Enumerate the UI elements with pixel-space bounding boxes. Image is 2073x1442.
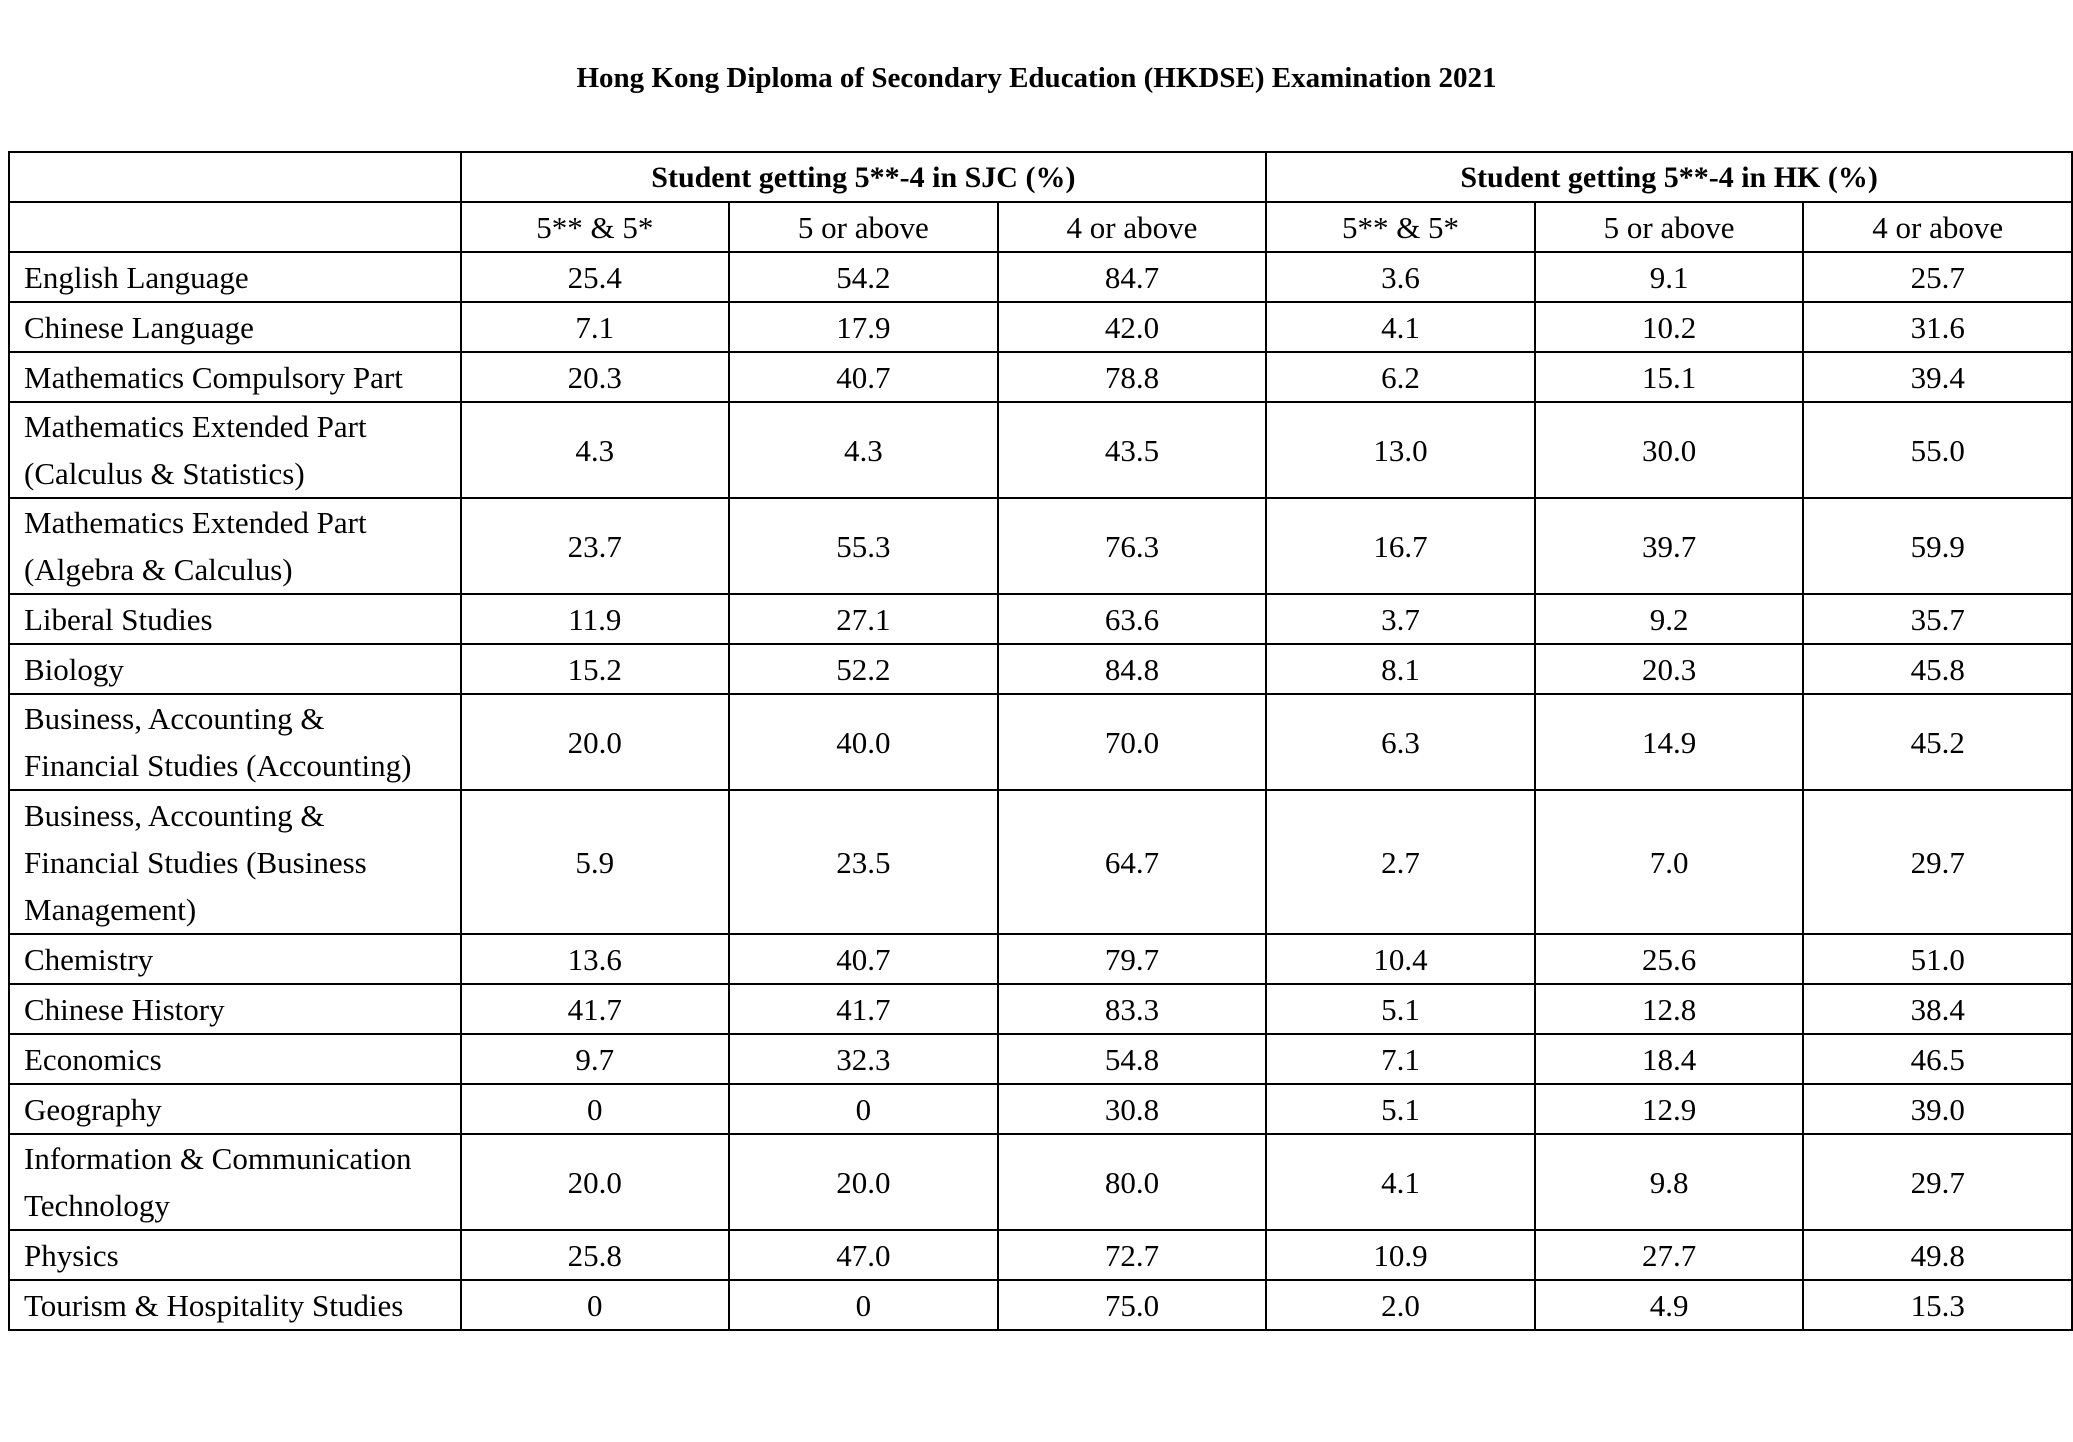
value-cell: 7.1 — [1266, 1034, 1535, 1084]
value-cell: 47.0 — [729, 1230, 998, 1280]
subject-cell — [9, 984, 461, 1034]
value-cell: 0 — [461, 1280, 730, 1330]
value-cell: 23.5 — [729, 790, 998, 934]
subject-cell — [9, 1280, 461, 1330]
subject-cell — [9, 1034, 461, 1084]
value-cell: 4.9 — [1535, 1280, 1804, 1330]
subject-line: Biology — [24, 651, 124, 687]
value-cell: 5.1 — [1266, 984, 1535, 1034]
value-cell: 9.7 — [461, 1034, 730, 1084]
value-cell: 55.0 — [1803, 402, 2072, 498]
value-cell: 83.3 — [998, 984, 1267, 1034]
value-cell: 13.0 — [1266, 402, 1535, 498]
value-cell: 9.1 — [1535, 252, 1804, 302]
value-cell: 40.0 — [729, 694, 998, 790]
table-row — [9, 694, 2072, 790]
value-cell: 6.3 — [1266, 694, 1535, 790]
value-cell: 2.7 — [1266, 790, 1535, 934]
subject-cell — [9, 252, 461, 302]
table-row — [9, 1230, 2072, 1280]
results-table — [8, 151, 2073, 1331]
subject-line: Financial Studies (Business — [24, 844, 367, 880]
value-cell: 25.7 — [1803, 252, 2072, 302]
subject-cell — [9, 1230, 461, 1280]
value-cell: 7.0 — [1535, 790, 1804, 934]
column-header: 5** & 5* — [461, 202, 730, 252]
value-cell: 14.9 — [1535, 694, 1804, 790]
table-row — [9, 352, 2072, 402]
subject-line: (Calculus & Statistics) — [24, 456, 305, 491]
subject-line: Mathematics Extended Part — [24, 505, 367, 540]
value-cell: 39.0 — [1803, 1084, 2072, 1134]
subject-cell — [9, 790, 461, 934]
value-cell: 11.9 — [461, 594, 730, 644]
subject-line: Mathematics Extended Part — [24, 409, 367, 444]
value-cell: 84.7 — [998, 252, 1267, 302]
subject-line: Chinese History — [24, 991, 225, 1027]
value-cell: 76.3 — [998, 498, 1267, 594]
value-cell: 46.5 — [1803, 1034, 2072, 1084]
value-cell: 59.9 — [1803, 498, 2072, 594]
value-cell: 12.8 — [1535, 984, 1804, 1034]
subject-line: English Language — [24, 259, 249, 295]
page-title: Hong Kong Diploma of Secondary Education (HKDSE) Examination 2021 — [576, 62, 1497, 94]
value-cell: 20.0 — [461, 694, 730, 790]
value-cell: 38.4 — [1803, 984, 2072, 1034]
subject-cell — [9, 302, 461, 352]
value-cell: 42.0 — [998, 302, 1267, 352]
value-cell: 15.2 — [461, 644, 730, 694]
subject-line: Physics — [24, 1237, 119, 1273]
value-cell: 80.0 — [998, 1134, 1267, 1230]
value-cell: 31.6 — [1803, 302, 2072, 352]
corner-cell — [9, 202, 461, 252]
value-cell: 12.9 — [1535, 1084, 1804, 1134]
value-cell: 4.3 — [461, 402, 730, 498]
value-cell: 45.8 — [1803, 644, 2072, 694]
value-cell: 3.6 — [1266, 252, 1535, 302]
table-row — [9, 644, 2072, 694]
value-cell: 25.6 — [1535, 934, 1804, 984]
table-row — [9, 1280, 2072, 1330]
subject-line: Business, Accounting & — [24, 701, 325, 736]
subject-cell — [9, 498, 461, 594]
value-cell: 29.7 — [1803, 790, 2072, 934]
column-header-row — [9, 202, 2072, 252]
group-header-sjc: Student getting 5**-4 in SJC (%) — [461, 152, 1267, 202]
subject-line: Chinese Language — [24, 309, 254, 345]
value-cell: 39.4 — [1803, 352, 2072, 402]
value-cell: 25.4 — [461, 252, 730, 302]
subject-line: Economics — [24, 1041, 162, 1077]
value-cell: 4.3 — [729, 402, 998, 498]
value-cell: 54.2 — [729, 252, 998, 302]
subject-line: Business, Accounting & — [24, 797, 325, 833]
value-cell: 39.7 — [1535, 498, 1804, 594]
table-row — [9, 1134, 2072, 1230]
value-cell: 41.7 — [729, 984, 998, 1034]
table-row — [9, 1034, 2072, 1084]
value-cell: 16.7 — [1266, 498, 1535, 594]
value-cell: 64.7 — [998, 790, 1267, 934]
subject-line: Management) — [24, 891, 197, 927]
table-row — [9, 594, 2072, 644]
value-cell: 75.0 — [998, 1280, 1267, 1330]
value-cell: 0 — [461, 1084, 730, 1134]
value-cell: 6.2 — [1266, 352, 1535, 402]
table-row — [9, 790, 2072, 934]
column-header: 4 or above — [998, 202, 1267, 252]
table-row — [9, 402, 2072, 498]
value-cell: 20.0 — [729, 1134, 998, 1230]
value-cell: 70.0 — [998, 694, 1267, 790]
value-cell: 51.0 — [1803, 934, 2072, 984]
value-cell: 43.5 — [998, 402, 1267, 498]
column-header: 5** & 5* — [1266, 202, 1535, 252]
value-cell: 72.7 — [998, 1230, 1267, 1280]
subject-line: Technology — [24, 1188, 170, 1223]
column-header: 4 or above — [1803, 202, 2072, 252]
value-cell: 9.8 — [1535, 1134, 1804, 1230]
table-row — [9, 252, 2072, 302]
value-cell: 54.8 — [998, 1034, 1267, 1084]
value-cell: 23.7 — [461, 498, 730, 594]
value-cell: 7.1 — [461, 302, 730, 352]
column-header: 5 or above — [729, 202, 998, 252]
group-header-row — [9, 152, 2072, 202]
value-cell: 27.1 — [729, 594, 998, 644]
subject-line: Tourism & Hospitality Studies — [24, 1287, 404, 1323]
value-cell: 9.2 — [1535, 594, 1804, 644]
value-cell: 63.6 — [998, 594, 1267, 644]
column-header: 5 or above — [1535, 202, 1804, 252]
value-cell: 40.7 — [729, 352, 998, 402]
table-body — [9, 252, 2072, 1330]
table-row — [9, 934, 2072, 984]
value-cell: 10.4 — [1266, 934, 1535, 984]
table-row — [9, 1084, 2072, 1134]
value-cell: 30.8 — [998, 1084, 1267, 1134]
value-cell: 27.7 — [1535, 1230, 1804, 1280]
value-cell: 4.1 — [1266, 1134, 1535, 1230]
value-cell: 25.8 — [461, 1230, 730, 1280]
subject-line: Geography — [24, 1091, 162, 1127]
value-cell: 4.1 — [1266, 302, 1535, 352]
group-header-hk: Student getting 5**-4 in HK (%) — [1266, 152, 2072, 202]
value-cell: 52.2 — [729, 644, 998, 694]
subject-line: Financial Studies (Accounting) — [24, 748, 412, 783]
value-cell: 20.3 — [1535, 644, 1804, 694]
subject-cell — [9, 1134, 461, 1230]
value-cell: 2.0 — [1266, 1280, 1535, 1330]
value-cell: 55.3 — [729, 498, 998, 594]
subject-line: Liberal Studies — [24, 601, 213, 637]
subject-cell — [9, 694, 461, 790]
subject-cell — [9, 402, 461, 498]
corner-cell — [9, 152, 461, 202]
value-cell: 84.8 — [998, 644, 1267, 694]
value-cell: 35.7 — [1803, 594, 2072, 644]
subject-cell — [9, 1084, 461, 1134]
value-cell: 32.3 — [729, 1034, 998, 1084]
value-cell: 20.0 — [461, 1134, 730, 1230]
subject-line: (Algebra & Calculus) — [24, 552, 293, 587]
value-cell: 10.9 — [1266, 1230, 1535, 1280]
value-cell: 5.9 — [461, 790, 730, 934]
table-row — [9, 302, 2072, 352]
subject-line: Mathematics Compulsory Part — [24, 359, 403, 395]
subject-line: Chemistry — [24, 941, 154, 977]
value-cell: 8.1 — [1266, 644, 1535, 694]
value-cell: 45.2 — [1803, 694, 2072, 790]
value-cell: 78.8 — [998, 352, 1267, 402]
value-cell: 41.7 — [461, 984, 730, 1034]
value-cell: 3.7 — [1266, 594, 1535, 644]
value-cell: 15.1 — [1535, 352, 1804, 402]
value-cell: 17.9 — [729, 302, 998, 352]
value-cell: 5.1 — [1266, 1084, 1535, 1134]
table-row — [9, 984, 2072, 1034]
subject-cell — [9, 352, 461, 402]
value-cell: 18.4 — [1535, 1034, 1804, 1084]
value-cell: 20.3 — [461, 352, 730, 402]
value-cell: 13.6 — [461, 934, 730, 984]
value-cell: 40.7 — [729, 934, 998, 984]
value-cell: 0 — [729, 1280, 998, 1330]
subject-cell — [9, 934, 461, 984]
value-cell: 0 — [729, 1084, 998, 1134]
subject-cell — [9, 594, 461, 644]
table-row — [9, 498, 2072, 594]
value-cell: 79.7 — [998, 934, 1267, 984]
value-cell: 10.2 — [1535, 302, 1804, 352]
value-cell: 49.8 — [1803, 1230, 2072, 1280]
value-cell: 30.0 — [1535, 402, 1804, 498]
subject-cell — [9, 644, 461, 694]
value-cell: 29.7 — [1803, 1134, 2072, 1230]
value-cell: 15.3 — [1803, 1280, 2072, 1330]
subject-line: Information & Communication — [24, 1141, 412, 1176]
